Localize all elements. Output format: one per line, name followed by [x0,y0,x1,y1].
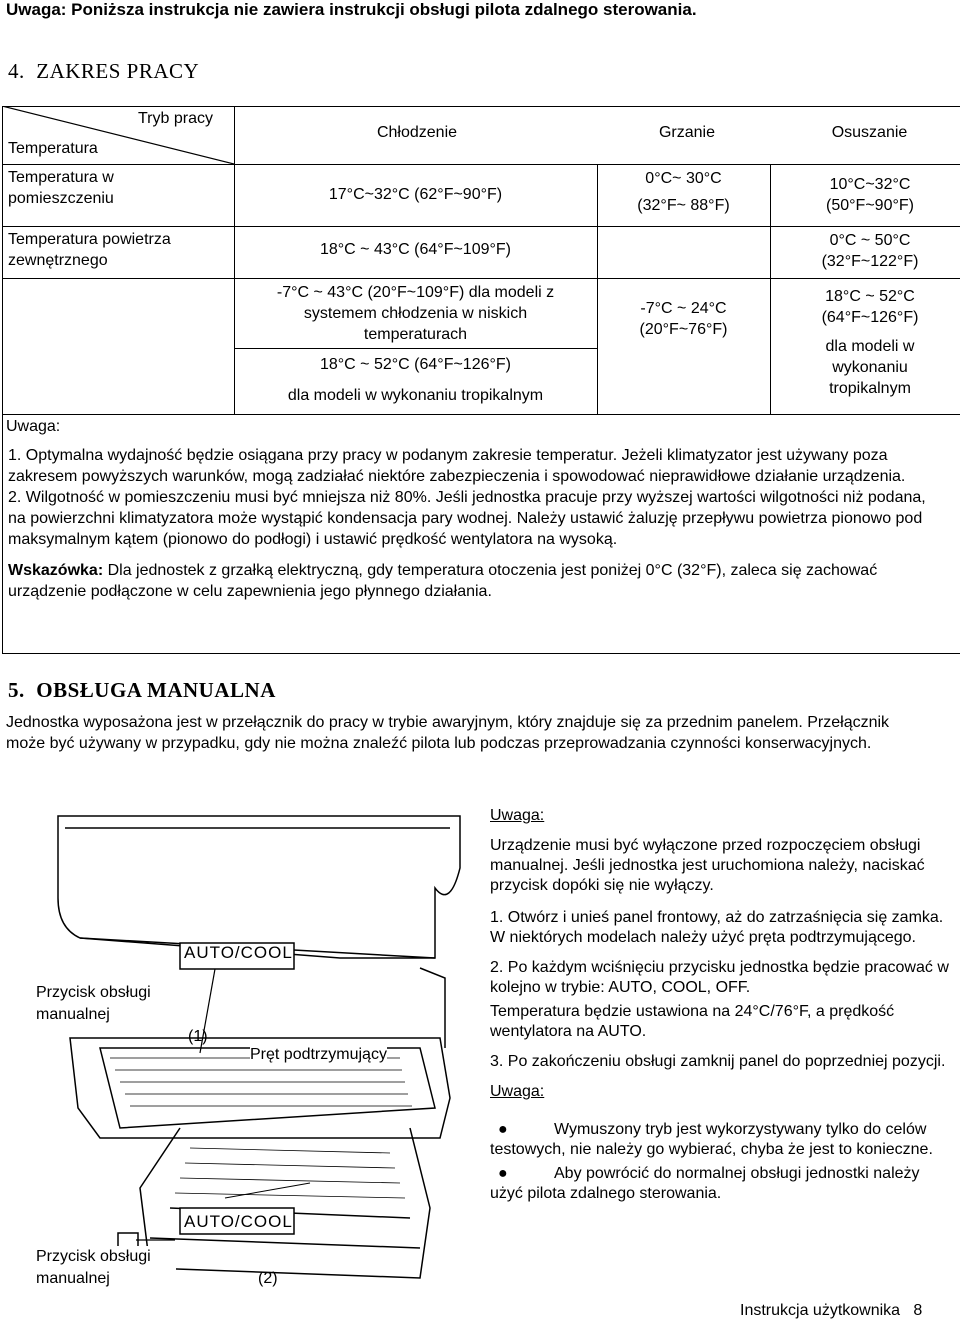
note-1: 1. Optymalna wydajność będzie osiągana przy pracy w podanym zakresie temperatur. Jeżeli klimatyzator jest używany poza zakresem powyższych warunków, mogą zadziałać niektóre zabezpieczenia i spowodować nieprawidłowe działanie urządzenia. [8,447,906,485]
row-outdoor-label: Temperatura powietrza zewnętrznego [8,231,171,269]
heating-outdoor-c: -7°C ~ 24°C [640,300,727,317]
auto-cool-label-2: AUTO/COOL [184,1212,293,1231]
table-line [234,348,597,349]
section-5-label: OBSŁUGA MANUALNA [36,678,276,702]
corner-temperature-label: Temperatura [8,140,98,157]
drying-indoor-f: (50°F~90°F) [826,197,914,214]
drying-tropical-c: 18°C ~ 52°C [825,288,915,305]
manual-button-caption-2: Przycisk obsługi manualnej [36,1246,176,1290]
table-line [2,164,960,165]
bullet-1-wrap [490,1120,950,1160]
drying-tropical [770,286,960,399]
uwaga-heading-2: Uwaga: [490,1083,545,1100]
section-5-title [8,678,276,703]
step-2: 2. Po każdym wciśnięciu przycisku jednostka będzie pracować w kolejno w trybie: AUTO, COOL, OFF. [490,959,949,996]
table-line [2,414,234,415]
warning-text: Urządzenie musi być wyłączone przed rozpoczęciem obsługi manualnej. Jeśli jednostka jest uruchomiona należy, naciskać przycisk dopóki się nie wyłączy. [490,837,925,894]
heating-indoor-c: 0°C~ 30°C [645,170,722,187]
section-4-title [8,59,199,84]
section-5-number: 5. [8,678,25,702]
footer-title: Instrukcja użytkownika [740,1302,901,1319]
heating-indoor-f: (32°F~ 88°F) [637,197,730,214]
footer [740,1302,922,1320]
heating-outdoor-f: (20°F~76°F) [639,321,728,338]
bullet-dot-1: ● [498,1121,508,1138]
figure-label-2: (2) [258,1270,278,1287]
drying-indoor-c: 10°C~32°C [829,176,911,193]
hint [8,560,943,602]
step-2b: Temperatura będzie ustawiona na 24°C/76°F, a prędkość wentylatora na AUTO. [490,1003,895,1040]
manual-button-caption-1: Przycisk obsługi manualnej [36,982,176,1026]
cooling-indoor: 17°C~32°C (62°F~90°F) [328,186,503,203]
drying-indoor [770,174,960,216]
figure-label-1: (1) [188,1028,208,1045]
cooling-tropical-range: 18°C ~ 52°C (64°F~126°F) [319,356,511,373]
top-note: Uwaga: Poniższa instrukcja nie zawiera instrukcji obsługi pilota zdalnego sterowania. [6,0,697,19]
hint-label: Wskazówka: [8,562,104,579]
heating-outdoor [597,298,770,340]
note-2: 2. Wilgotność w pomieszczeniu musi być mniejsza niż 80%. Jeśli jednostka pracuje przy wyższej wartości wilgotności niż podana, na powierzchni klimatyzatora może wystąpić kondensacja pary wodnej. Należy ustawić żaluzję przepływu powietrza pionowo pod maksymalnym kątem (pionowo do podłogi) i ustawić prędkość wentylatora na wysoką. [8,489,926,548]
support-rod-caption: Pręt podtrzymujący [250,1044,387,1066]
table-line [2,278,960,279]
bullet-item-2 [490,1164,960,1204]
row-indoor-label: Temperatura w pomieszczeniu [8,169,114,207]
drying-outdoor [770,230,960,272]
bullet-item-1 [490,1120,960,1160]
notes-label: Uwaga: [6,418,61,435]
drying-outdoor-c: 0°C ~ 50°C [829,232,911,249]
table-line [234,414,960,415]
uwaga-heading-1: Uwaga: [490,807,545,824]
bullet-1-text: Wymuszony tryb jest wykorzystywany tylko do celów testowych, nie należy go wybierać, chyba że jest to konieczne. [490,1121,933,1158]
step-1: 1. Otwórz i unieś panel frontowy, aż do zatrzaśnięcia się zamka. W niektórych modelach należy użyć pręta podtrzymującego. [490,909,944,946]
support-rod [420,968,445,1048]
table-line [2,226,960,227]
cooling-tropical-note: dla modeli w wykonaniu tropikalnym [287,387,544,404]
notes-block [8,445,943,602]
hint-text: Dla jednostek z grzałką elektryczną, gdy temperatura otoczenia jest poniżej 0°C (32°F), zaleca się zachować urządzenie podłączone w celu zapewnienia jego płynnego działania. [8,562,878,600]
manual-intro: Jednostka wyposażona jest w przełącznik do pracy w trybie awaryjnym, który znajduje się za przednim panelem. Przełącznik może być używany w przypadku, gdy nie można znaleźć pilota lub podczas przeprowadzania czynności konserwacyjnych. [6,714,890,752]
drying-tropical-note: dla modeli w wykonaniu tropikalnym [825,338,915,397]
bullet-dot-2: ● [498,1165,508,1182]
section-4-number: 4. [8,59,25,83]
col-cooling: Chłodzenie [376,124,458,141]
bullet-2-wrap [490,1164,950,1204]
operating-range-table [2,106,960,414]
drying-tropical-f: (64°F~126°F) [821,309,919,326]
front-panel-raised [58,816,460,958]
col-drying: Osuszanie [831,124,908,141]
col-heating: Grzanie [658,124,716,141]
heating-indoor [597,168,770,216]
auto-cool-label-1: AUTO/COOL [184,943,293,962]
corner-mode-label: Tryb pracy [138,110,213,127]
cooling-low-temp: -7°C ~ 43°C (20°F~109°F) dla modeli z systemem chłodzenia w niskich temperaturach [276,284,555,343]
page-number: 8 [913,1302,923,1319]
step-3: 3. Po zakończeniu obsługi zamknij panel do poprzedniej pozycji. [490,1053,946,1070]
drying-outdoor-f: (32°F~122°F) [821,253,919,270]
cooling-outdoor: 18°C ~ 43°C (64°F~109°F) [319,241,511,258]
bullet-2-text: Aby powrócić do normalnej obsługi jednostki należy użyć pilota zdalnego sterowania. [490,1165,920,1202]
manual-instructions [490,806,960,1204]
section-4-label: ZAKRES PRACY [36,59,200,83]
